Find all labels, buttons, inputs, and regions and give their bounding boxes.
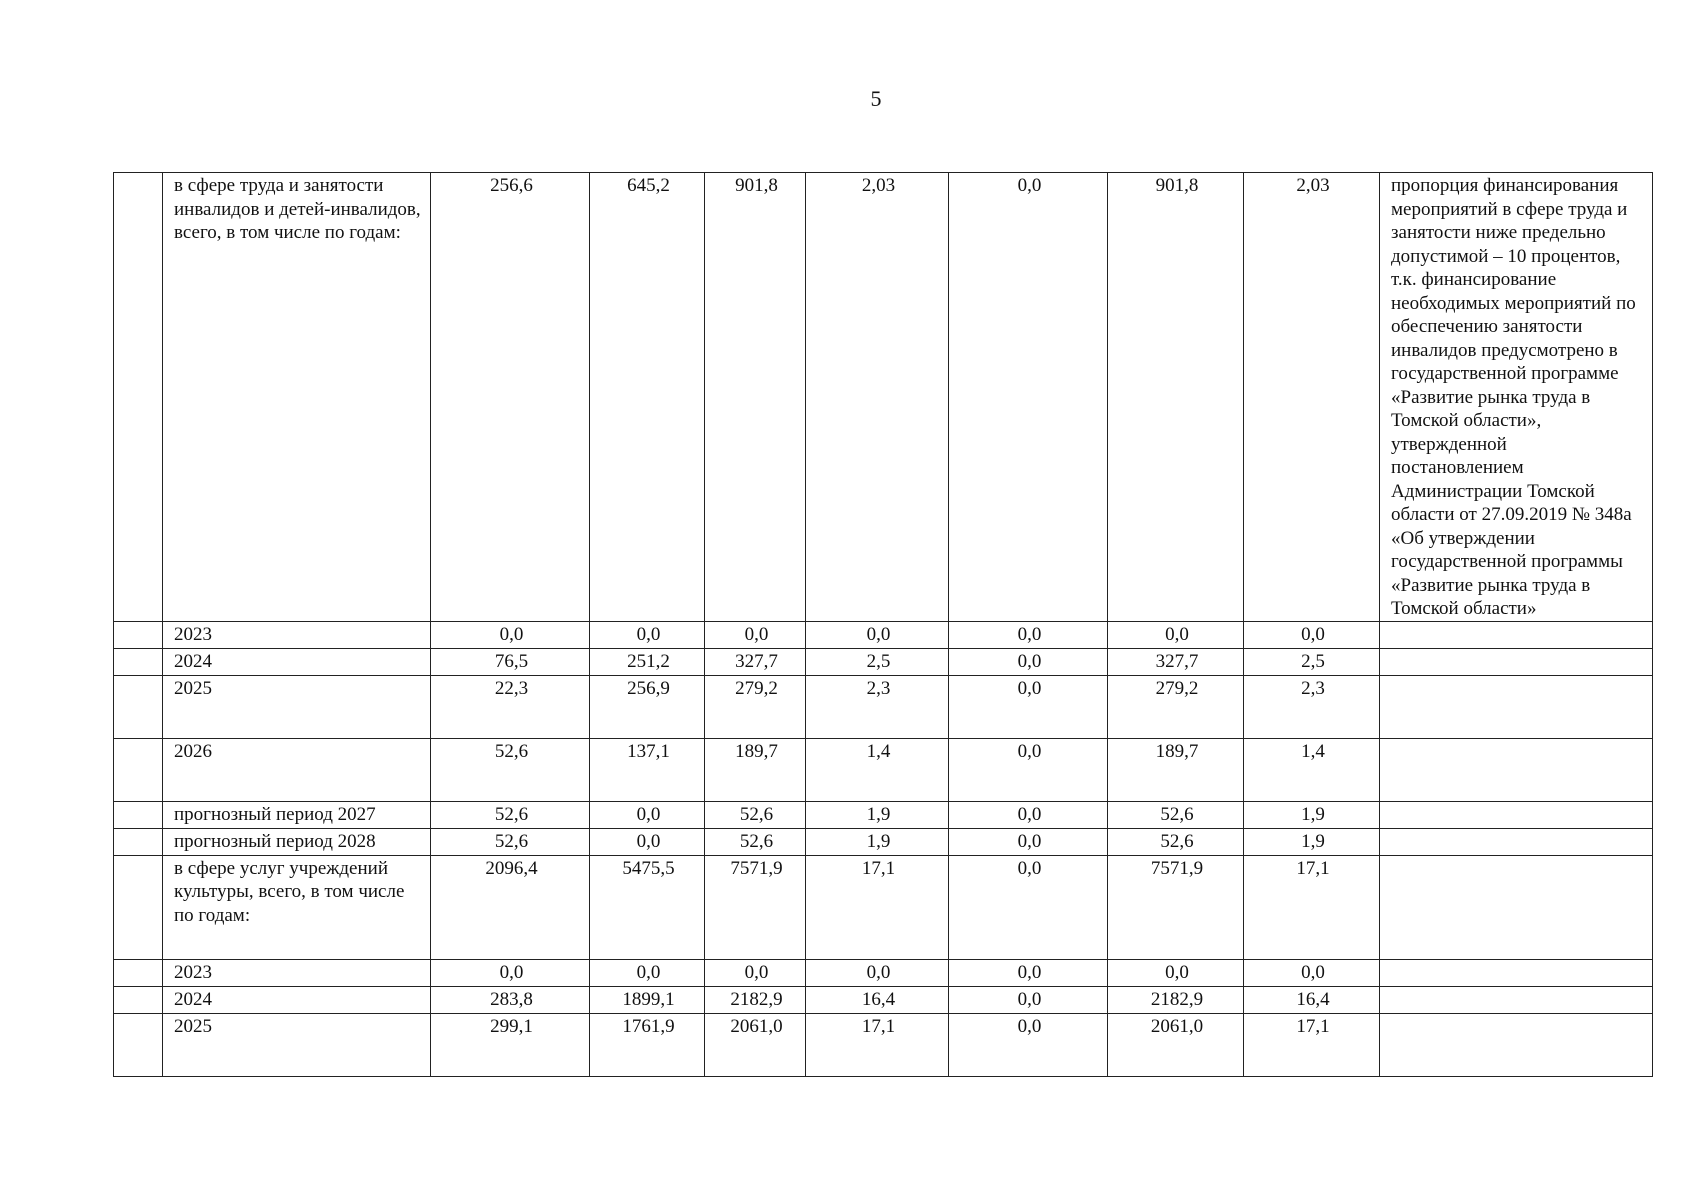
row-index-cell xyxy=(114,801,163,828)
table-row xyxy=(114,801,1653,828)
value-cell: 0,0 xyxy=(949,648,1108,675)
value-cell: 1,4 xyxy=(806,738,949,801)
value-cell: 0,0 xyxy=(949,621,1108,648)
value-cell: 0,0 xyxy=(705,621,806,648)
value-cell: 299,1 xyxy=(431,1013,590,1076)
value-cell: 17,1 xyxy=(806,1013,949,1076)
value-cell: 1,9 xyxy=(1244,828,1380,855)
row-label: 2025 xyxy=(163,675,431,738)
value-cell: 0,0 xyxy=(806,621,949,648)
note-cell xyxy=(1380,959,1653,986)
value-cell: 0,0 xyxy=(431,621,590,648)
value-cell: 0,0 xyxy=(949,801,1108,828)
row-label: прогнозный период 2027 xyxy=(163,801,431,828)
value-cell: 0,0 xyxy=(949,855,1108,959)
note-cell: пропорция финансирования мероприятий в сфере труда и занятости ниже предельно допустимой – 10 процентов, т.к. финансирование необходимых мероприятий по обеспечению занятости инвалидов предусмотрено в государственной программе «Развитие рынка труда в Томской области», утвержденной постановлением Администрации Томской области от 27.09.2019 № 348а «Об утверждении государственной программы «Развитие рынка труда в Томской области» xyxy=(1380,173,1653,622)
value-cell: 2061,0 xyxy=(705,1013,806,1076)
table-row xyxy=(114,738,1653,801)
value-cell: 0,0 xyxy=(949,675,1108,738)
row-index-cell xyxy=(114,738,163,801)
value-cell: 1,9 xyxy=(1244,801,1380,828)
value-cell: 5475,5 xyxy=(590,855,705,959)
row-label: 2024 xyxy=(163,986,431,1013)
note-cell xyxy=(1380,855,1653,959)
value-cell: 901,8 xyxy=(705,173,806,622)
note-cell xyxy=(1380,621,1653,648)
value-cell: 0,0 xyxy=(590,801,705,828)
row-label: в сфере услуг учреждений культуры, всего, в том числе по годам: xyxy=(163,855,431,959)
value-cell: 0,0 xyxy=(590,828,705,855)
row-index-cell xyxy=(114,621,163,648)
value-cell: 2,5 xyxy=(1244,648,1380,675)
value-cell: 283,8 xyxy=(431,986,590,1013)
value-cell: 0,0 xyxy=(949,173,1108,622)
value-cell: 0,0 xyxy=(949,986,1108,1013)
table-row xyxy=(114,675,1653,738)
value-cell: 2,3 xyxy=(1244,675,1380,738)
value-cell: 1,4 xyxy=(1244,738,1380,801)
table-row xyxy=(114,828,1653,855)
value-cell: 0,0 xyxy=(590,959,705,986)
value-cell: 1,9 xyxy=(806,828,949,855)
value-cell: 189,7 xyxy=(1108,738,1244,801)
value-cell: 256,9 xyxy=(590,675,705,738)
value-cell: 256,6 xyxy=(431,173,590,622)
value-cell: 17,1 xyxy=(806,855,949,959)
value-cell: 52,6 xyxy=(1108,801,1244,828)
value-cell: 901,8 xyxy=(1108,173,1244,622)
value-cell: 2096,4 xyxy=(431,855,590,959)
value-cell: 0,0 xyxy=(949,959,1108,986)
value-cell: 327,7 xyxy=(705,648,806,675)
value-cell: 52,6 xyxy=(431,801,590,828)
value-cell: 327,7 xyxy=(1108,648,1244,675)
note-cell xyxy=(1380,648,1653,675)
value-cell: 1,9 xyxy=(806,801,949,828)
row-index-cell xyxy=(114,1013,163,1076)
row-index-cell xyxy=(114,675,163,738)
value-cell: 16,4 xyxy=(806,986,949,1013)
table-row xyxy=(114,855,1653,959)
row-label: 2024 xyxy=(163,648,431,675)
data-table xyxy=(113,172,1653,1077)
note-cell xyxy=(1380,828,1653,855)
table-row xyxy=(114,648,1653,675)
row-index-cell xyxy=(114,828,163,855)
value-cell: 279,2 xyxy=(705,675,806,738)
note-cell xyxy=(1380,1013,1653,1076)
value-cell: 22,3 xyxy=(431,675,590,738)
value-cell: 279,2 xyxy=(1108,675,1244,738)
value-cell: 52,6 xyxy=(431,828,590,855)
value-cell: 645,2 xyxy=(590,173,705,622)
value-cell: 2182,9 xyxy=(705,986,806,1013)
value-cell: 0,0 xyxy=(806,959,949,986)
table-row xyxy=(114,1013,1653,1076)
value-cell: 2,03 xyxy=(1244,173,1380,622)
note-cell xyxy=(1380,738,1653,801)
value-cell: 0,0 xyxy=(949,828,1108,855)
note-cell xyxy=(1380,675,1653,738)
row-label: 2023 xyxy=(163,959,431,986)
value-cell: 0,0 xyxy=(1108,959,1244,986)
value-cell: 0,0 xyxy=(949,738,1108,801)
value-cell: 251,2 xyxy=(590,648,705,675)
value-cell: 52,6 xyxy=(705,801,806,828)
row-label: 2025 xyxy=(163,1013,431,1076)
row-index-cell xyxy=(114,855,163,959)
table-row xyxy=(114,621,1653,648)
page-number: 5 xyxy=(870,86,882,111)
value-cell: 0,0 xyxy=(949,1013,1108,1076)
note-cell xyxy=(1380,986,1653,1013)
row-label: 2023 xyxy=(163,621,431,648)
value-cell: 0,0 xyxy=(1108,621,1244,648)
value-cell: 2,5 xyxy=(806,648,949,675)
value-cell: 189,7 xyxy=(705,738,806,801)
value-cell: 0,0 xyxy=(705,959,806,986)
value-cell: 1899,1 xyxy=(590,986,705,1013)
value-cell: 17,1 xyxy=(1244,855,1380,959)
row-index-cell xyxy=(114,648,163,675)
value-cell: 2061,0 xyxy=(1108,1013,1244,1076)
value-cell: 52,6 xyxy=(1108,828,1244,855)
value-cell: 0,0 xyxy=(1244,959,1380,986)
value-cell: 0,0 xyxy=(590,621,705,648)
value-cell: 137,1 xyxy=(590,738,705,801)
value-cell: 2182,9 xyxy=(1108,986,1244,1013)
note-cell xyxy=(1380,801,1653,828)
table-row xyxy=(114,986,1653,1013)
value-cell: 1761,9 xyxy=(590,1013,705,1076)
value-cell: 2,3 xyxy=(806,675,949,738)
row-index-cell xyxy=(114,986,163,1013)
value-cell: 2,03 xyxy=(806,173,949,622)
value-cell: 7571,9 xyxy=(705,855,806,959)
row-label: 2026 xyxy=(163,738,431,801)
value-cell: 0,0 xyxy=(1244,621,1380,648)
value-cell: 52,6 xyxy=(431,738,590,801)
table-row xyxy=(114,959,1653,986)
value-cell: 76,5 xyxy=(431,648,590,675)
value-cell: 16,4 xyxy=(1244,986,1380,1013)
row-index-cell xyxy=(114,173,163,622)
table-body xyxy=(114,173,1653,1077)
value-cell: 7571,9 xyxy=(1108,855,1244,959)
row-label: в сфере труда и занятости инвалидов и детей-инвалидов, всего, в том числе по годам: xyxy=(163,173,431,622)
value-cell: 0,0 xyxy=(431,959,590,986)
row-index-cell xyxy=(114,959,163,986)
value-cell: 17,1 xyxy=(1244,1013,1380,1076)
row-label: прогнозный период 2028 xyxy=(163,828,431,855)
table-row xyxy=(114,173,1653,622)
value-cell: 52,6 xyxy=(705,828,806,855)
